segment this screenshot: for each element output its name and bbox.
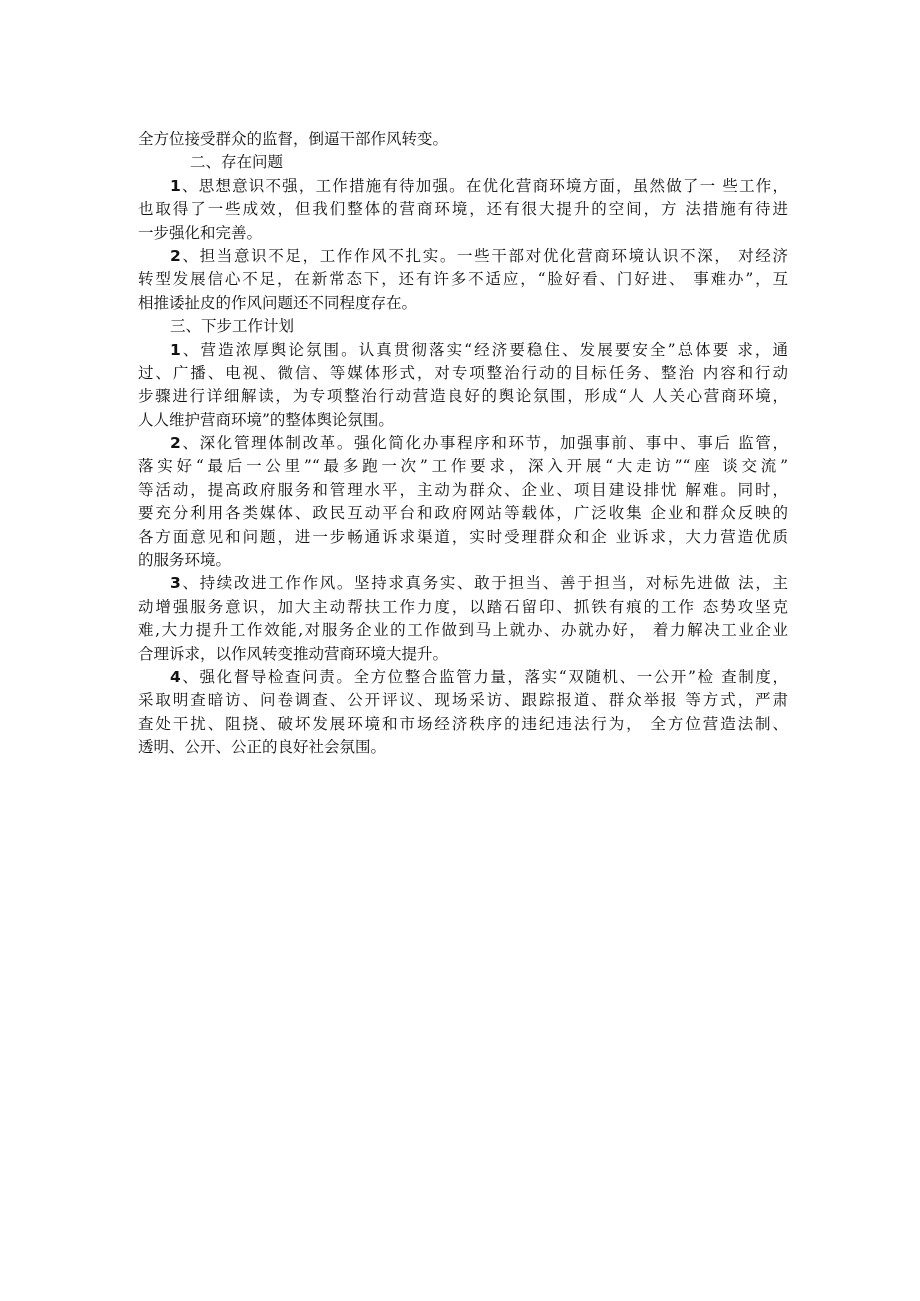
item-number: 1 [170, 340, 181, 359]
paragraph-last-line: 人人维护营商环境”的整体舆论氛围。 [138, 410, 394, 429]
paragraph-last-line: 相推诿扯皮的作风问题还不同程度存在。 [138, 293, 418, 312]
paragraph-line: 转型发展信心不足，在新常态下，还有许多不适应，“脸好看、门好进、 事难办”，互 [138, 270, 788, 289]
paragraph-last-line: 透明、公开、公正的良好社会氛围。 [138, 738, 387, 757]
item-number: 3 [170, 574, 181, 593]
item-number: 2 [170, 246, 181, 265]
paragraph-line: 也取得了一些成效，但我们整体的营商环境，还有很大提升的空间，方 法措施有待进 [138, 200, 788, 219]
paragraph-line: 查处干扰、阻挠、破坏发展环境和市场经济秩序的违纪违法行为， 全方位营造法制、 [138, 714, 788, 733]
paragraph-line: 要充分利用各类媒体、政民互动平台和政府网站等载体，广泛收集 企业和群众反映的 [138, 504, 788, 523]
paragraph-line: 各方面意见和问题，进一步畅通诉求渠道，实时受理群众和企 业诉求，大力营造优质 [138, 527, 788, 546]
paragraph-line: 等活动，提高政府服务和管理水平，主动为群众、企业、项目建设排忧 解难。同时， [138, 480, 788, 499]
item-number: 1 [170, 176, 181, 195]
item-text: 、持续改进工作作风。坚持求真务实、敢于担当、善于担当，对标先进做 法，主 [180, 574, 788, 593]
section-heading-plan: 三、下步工作计划 [170, 317, 295, 336]
item-text: 、强化督导检查问责。全方位整合监管力量，落实“双随机、一公开”检 查制度， [180, 667, 788, 686]
paragraph-last-line: 一步强化和完善。 [138, 223, 263, 242]
item-text: 、担当意识不足，工作作风不扎实。一些干部对优化营商环境认识不深， 对经济 [180, 246, 788, 265]
item-number: 4 [170, 667, 181, 686]
section-heading-problems: 二、存在问题 [190, 153, 284, 172]
paragraph-line: 步骤进行详细解读，为专项整治行动营造良好的舆论氛围，形成“人 人关心营商环境， [138, 387, 788, 406]
item-text: 、深化管理体制改革。强化简化办事程序和环节，加强事前、事中、事后 监管， [180, 434, 788, 453]
paragraph-line: 难,大力提升工作效能,对服务企业的工作做到马上就办、办就办好， 着力解决工业企业 [138, 621, 788, 640]
item-text: 、营造浓厚舆论氛围。认真贯彻落实“经济要稳住、发展要安全”总体要 求，通 [180, 340, 788, 359]
paragraph-first-line [138, 175, 788, 198]
paragraph-last-line: 合理诉求，以作风转变推动营商环境大提升。 [138, 644, 449, 663]
item-number: 2 [170, 434, 181, 453]
paragraph-first-line [138, 339, 788, 362]
paragraph-first-line [138, 572, 788, 595]
document-page [138, 128, 788, 760]
paragraph-first-line [138, 432, 788, 455]
paragraph-first-line [138, 666, 788, 689]
paragraph-line: 过、广播、电视、微信、等媒体形式，对专项整治行动的目标任务、整治 内容和行动 [138, 363, 788, 382]
continuation-line: 全方位接受群众的监督，倒逼干部作风转变。 [138, 130, 449, 148]
paragraph-line: 落实好“最后一公里”“最多跑一次”工作要求，深入开展“大走访”“座 谈交流” [138, 457, 788, 476]
item-text: 、思想意识不强，工作措施有待加强。在优化营商环境方面，虽然做了一 些工作， [180, 176, 788, 195]
paragraph-last-line: 的服务环境。 [138, 551, 232, 570]
paragraph-line: 动增强服务意识，加大主动帮扶工作力度，以踏石留印、抓铁有痕的工作 态势攻坚克 [138, 597, 788, 616]
paragraph-line: 采取明查暗访、问卷调查、公开评议、现场采访、跟踪报道、群众举报 等方式，严肃 [138, 691, 788, 710]
paragraph-first-line [138, 245, 788, 268]
